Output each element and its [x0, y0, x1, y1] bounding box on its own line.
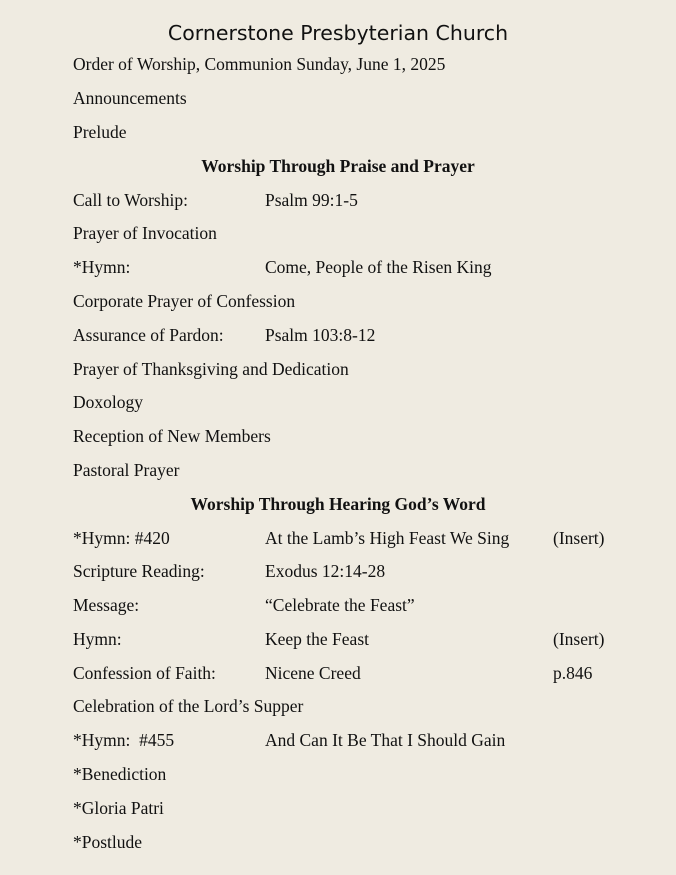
item-detail: Exodus 12:14-28: [265, 561, 386, 581]
item-label: *Benediction: [73, 764, 167, 784]
item-label: Assurance of Pardon:: [73, 325, 224, 345]
list-item-scripture-reading: [73, 559, 386, 583]
item-detail: And Can It Be That I Should Gain: [265, 730, 506, 750]
list-item-hymn: [73, 255, 492, 279]
item-label: Confession of Faith:: [73, 663, 216, 683]
item-label: Prayer of Thanksgiving and Dedication: [73, 359, 349, 379]
item-label: *Hymn: #455: [73, 730, 175, 750]
list-item-hymn-keep-the-feast: [73, 627, 605, 651]
item-label: *Hymn: #420: [73, 528, 170, 548]
item-note: p.846: [553, 663, 593, 683]
item-label: Message:: [73, 595, 140, 615]
list-item-lords-supper: [73, 694, 303, 718]
item-label: Prayer of Invocation: [73, 223, 217, 243]
list-item-prayer-of-thanksgiving: [73, 357, 349, 381]
list-item-hymn-455: [73, 728, 506, 752]
service-subtitle: Order of Worship, Communion Sunday, June 1, 2025: [73, 54, 446, 74]
list-item-announcements: Announcements: [73, 88, 187, 108]
item-label: Scripture Reading:: [73, 561, 205, 581]
list-item-assurance-of-pardon: [73, 323, 376, 347]
section-heading-praise-prayer: Worship Through Praise and Prayer: [201, 156, 475, 176]
list-item-confession-of-faith: [73, 661, 593, 685]
item-detail: Psalm 99:1-5: [265, 190, 358, 210]
list-item-call-to-worship: [73, 188, 358, 212]
list-item-prayer-of-invocation: [73, 221, 217, 245]
section-heading-hearing-word: Worship Through Hearing God’s Word: [190, 494, 486, 514]
item-label: *Gloria Patri: [73, 798, 164, 818]
item-note: (Insert): [553, 629, 605, 649]
list-item-prayer-of-confession: [73, 289, 295, 313]
list-item-prelude: Prelude: [73, 122, 127, 142]
item-note: (Insert): [553, 528, 605, 548]
item-label: *Hymn:: [73, 257, 131, 277]
list-item-reception-of-new-members: [73, 424, 271, 448]
item-detail: Nicene Creed: [265, 663, 361, 683]
item-detail: “Celebrate the Feast”: [265, 595, 415, 615]
item-detail: Come, People of the Risen King: [265, 257, 492, 277]
item-label: Hymn:: [73, 629, 122, 649]
church-title: Cornerstone Presbyterian Church: [167, 21, 509, 45]
item-detail: Psalm 103:8-12: [265, 325, 376, 345]
item-label: Corporate Prayer of Confession: [73, 291, 296, 311]
item-label: Call to Worship:: [73, 190, 188, 210]
item-detail: At the Lamb’s High Feast We Sing: [265, 528, 510, 548]
list-item-doxology: [73, 390, 143, 414]
list-item-hymn-420: [73, 526, 605, 550]
item-label: Doxology: [73, 392, 143, 412]
item-label: Reception of New Members: [73, 426, 271, 446]
item-detail: Keep the Feast: [265, 629, 369, 649]
item-label: Pastoral Prayer: [73, 460, 180, 480]
list-item-gloria-patri: [73, 796, 164, 820]
item-label: *Postlude: [73, 832, 143, 852]
list-item-postlude: [73, 830, 142, 854]
item-label: Celebration of the Lord’s Supper: [73, 696, 304, 716]
list-item-pastoral-prayer: [73, 458, 179, 482]
list-item-message: [73, 593, 415, 617]
list-item-benediction: [73, 762, 166, 786]
